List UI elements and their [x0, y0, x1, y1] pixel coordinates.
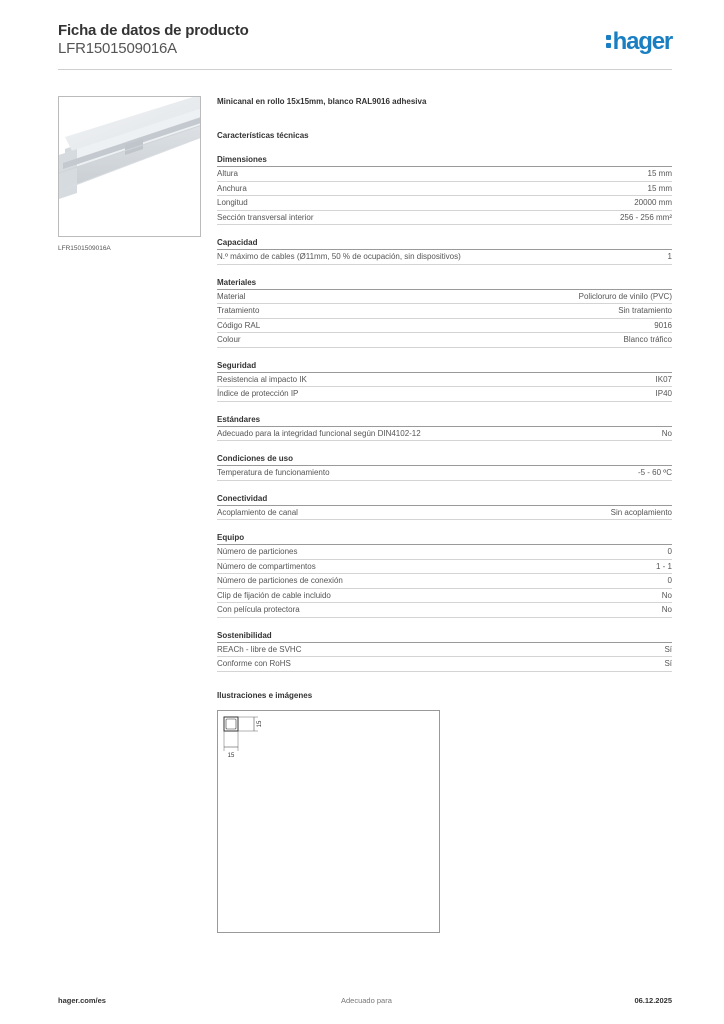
spec-row: [217, 211, 672, 226]
spec-label: Tratamiento: [217, 306, 260, 315]
spec-section: [217, 414, 672, 442]
page-title: Ficha de datos de producto: [58, 22, 249, 39]
technical-data: [217, 96, 672, 702]
spec-row: [217, 333, 672, 348]
spec-row: [217, 657, 672, 672]
spec-section: [217, 154, 672, 225]
cross-section-drawing: [218, 711, 441, 934]
section-title: Sostenibilidad: [217, 630, 672, 643]
spec-row: [217, 387, 672, 402]
spec-row: [217, 643, 672, 658]
spec-label: Resistencia al impacto IK: [217, 374, 307, 384]
spec-section: [217, 453, 672, 481]
spec-row: [217, 373, 672, 388]
spec-label: Número de particiones de conexión: [217, 576, 343, 585]
spec-value: No: [661, 428, 672, 438]
image-caption: LFR1501509016A: [58, 245, 111, 252]
spec-label: Acoplamiento de canal: [217, 507, 298, 517]
section-title: Conectividad: [217, 493, 672, 506]
illustrations-title: Ilustraciones e imágenes: [217, 690, 313, 700]
spec-value: Blanco tráfico: [623, 335, 672, 344]
spec-value: Policloruro de vinilo (PVC): [578, 291, 672, 301]
spec-label: Número de particiones: [217, 547, 298, 556]
dimension-drawing: [217, 710, 440, 933]
section-title: Seguridad: [217, 360, 672, 373]
footer-suitable: Adecuado para: [341, 996, 392, 1005]
footer-date: 06.12.2025: [634, 996, 672, 1005]
product-code: LFR1501509016A: [58, 40, 177, 57]
spec-value: IP40: [655, 389, 672, 398]
spec-section: [217, 360, 672, 402]
spec-label: Sección transversal interior: [217, 212, 314, 222]
spec-label: Anchura: [217, 183, 247, 193]
spec-row: [217, 290, 672, 305]
tech-characteristics-title: Características técnicas: [217, 131, 309, 140]
sections-container: [217, 154, 672, 672]
spec-label: Índice de protección IP: [217, 389, 299, 398]
product-description: Minicanal en rollo 15x15mm, blanco RAL9016 adhesiva: [217, 97, 427, 106]
spec-value: 0: [667, 547, 672, 556]
section-title: Materiales: [217, 277, 672, 290]
spec-value: Sí: [664, 644, 672, 654]
spec-section: [217, 532, 672, 618]
spec-value: Sin tratamiento: [618, 306, 672, 315]
spec-label: N.º máximo de cables (Ø11mm, 50 % de ocupación, sin dispositivos): [217, 252, 461, 261]
spec-value: Sin acoplamiento: [610, 507, 672, 517]
spec-value: 20000 mm: [634, 198, 672, 207]
spec-section: [217, 493, 672, 521]
spec-section: [217, 277, 672, 348]
spec-label: Con película protectora: [217, 605, 300, 614]
spec-row: [217, 319, 672, 334]
spec-row: [217, 466, 672, 481]
dim-height-label: 15: [257, 720, 263, 728]
spec-row: [217, 574, 672, 589]
spec-section: [217, 630, 672, 672]
spec-row: [217, 182, 672, 197]
spec-value: 9016: [654, 320, 672, 330]
section-title: Dimensiones: [217, 154, 672, 167]
spec-label: Conforme con RoHS: [217, 659, 291, 668]
spec-label: Adecuado para la integridad funcional según DIN4102-12: [217, 428, 421, 438]
spec-row: [217, 589, 672, 604]
spec-row: [217, 506, 672, 521]
cable-duct-icon: [59, 97, 201, 237]
logo-text: hager: [612, 28, 672, 55]
spec-row: [217, 545, 672, 560]
spec-label: Colour: [217, 335, 241, 344]
spec-value: 0: [667, 576, 672, 585]
spec-label: Código RAL: [217, 320, 261, 330]
spec-label: Longitud: [217, 198, 248, 207]
spec-row: [217, 196, 672, 211]
section-title: Capacidad: [217, 237, 672, 250]
spec-label: Material: [217, 291, 246, 301]
spec-row: [217, 603, 672, 618]
spec-value: 1: [667, 252, 672, 261]
spec-value: 15 mm: [647, 183, 672, 193]
spec-value: No: [661, 605, 672, 614]
section-title: Equipo: [217, 532, 672, 545]
spec-label: Número de compartimentos: [217, 561, 316, 571]
page-header: [58, 22, 672, 70]
spec-label: Temperatura de funcionamiento: [217, 468, 330, 477]
dim-width-label: 15: [227, 753, 235, 759]
hager-logo: [606, 28, 672, 56]
spec-row: [217, 167, 672, 182]
section-title: Estándares: [217, 414, 672, 427]
spec-value: -5 - 60 ºC: [637, 468, 672, 477]
spec-value: 15 mm: [647, 169, 672, 178]
spec-value: 1 - 1: [655, 561, 672, 571]
spec-label: REACh - libre de SVHC: [217, 644, 302, 654]
spec-row: [217, 560, 672, 575]
spec-value: Sí: [664, 659, 672, 668]
spec-value: No: [661, 590, 672, 600]
logo-colon-icon: [606, 32, 612, 50]
section-title: Condiciones de uso: [217, 453, 672, 466]
spec-label: Altura: [217, 169, 238, 178]
spec-section: [217, 237, 672, 265]
product-image: [58, 96, 201, 237]
spec-row: [217, 427, 672, 442]
footer-website: hager.com/es: [58, 996, 106, 1005]
spec-value: 256 - 256 mm²: [619, 212, 672, 222]
spec-row: [217, 304, 672, 319]
spec-row: [217, 250, 672, 265]
spec-value: IK07: [655, 374, 672, 384]
spec-label: Clip de fijación de cable incluido: [217, 590, 331, 600]
